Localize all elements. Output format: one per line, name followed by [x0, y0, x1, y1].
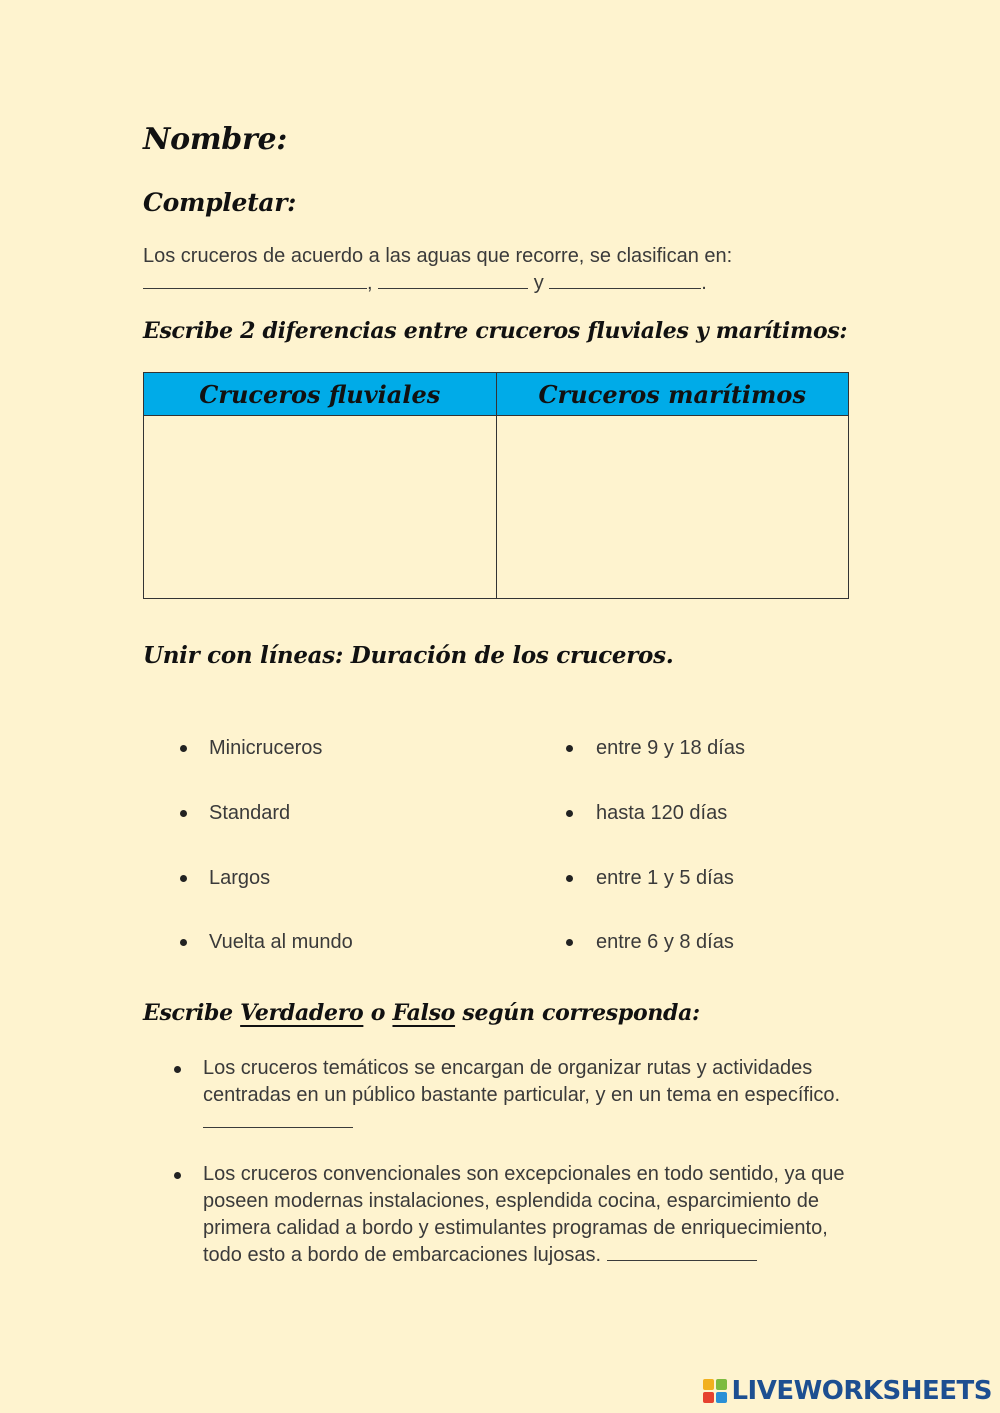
- blank-field-1[interactable]: [143, 270, 367, 289]
- tf-statement-2: [203, 1161, 853, 1269]
- bullet-icon: [180, 810, 187, 817]
- complete-sentence: [143, 243, 863, 297]
- match-left-item[interactable]: Vuelta al mundo: [209, 931, 353, 953]
- liveworksheets-logo-text: LIVEWORKSHEETS: [731, 1376, 992, 1406]
- tf-heading-true: Verdadero: [240, 1000, 364, 1026]
- bullet-icon: [566, 875, 573, 882]
- answer-cell-maritimos[interactable]: [496, 416, 849, 599]
- bullet-icon: [174, 1066, 181, 1073]
- tf-heading-false: Falso: [392, 1000, 456, 1026]
- bullet-icon: [180, 745, 187, 752]
- match-left-item[interactable]: Standard: [209, 802, 291, 824]
- match-right-item[interactable]: entre 1 y 5 días: [596, 867, 734, 889]
- logo-square-icon: [703, 1379, 714, 1390]
- column-header-maritimos: Cruceros marítimos: [496, 373, 849, 416]
- complete-heading: Completar:: [143, 188, 297, 217]
- tf-statement-text: Los cruceros temáticos se encargan de organizar rutas y actividades centradas en un público bastante particular, y en un tema en específico.: [203, 1057, 841, 1106]
- separator-period: .: [701, 272, 707, 294]
- match-right-item[interactable]: hasta 120 días: [596, 802, 728, 824]
- logo-square-icon: [716, 1392, 727, 1403]
- logo-square-icon: [716, 1379, 727, 1390]
- differences-heading: Escribe 2 diferencias entre cruceros fluviales y marítimos:: [143, 318, 848, 344]
- blank-field-2[interactable]: [378, 270, 528, 289]
- tf-statement-1: [203, 1055, 853, 1136]
- differences-table: [143, 372, 849, 599]
- name-label: Nombre:: [143, 122, 288, 157]
- tf-heading-mid: o: [370, 1000, 386, 1026]
- bullet-icon: [566, 810, 573, 817]
- answer-cell-fluviales[interactable]: [144, 416, 497, 599]
- logo-square-icon: [703, 1392, 714, 1403]
- tf-heading-pre: Escribe: [143, 1000, 233, 1026]
- tf-heading-post: según corresponda:: [462, 1000, 700, 1026]
- bullet-icon: [174, 1172, 181, 1179]
- liveworksheets-logo: [703, 1377, 992, 1405]
- tf-answer-field-2[interactable]: [607, 1242, 757, 1261]
- match-right-item[interactable]: entre 6 y 8 días: [596, 931, 734, 953]
- liveworksheets-logo-icon: [703, 1379, 727, 1403]
- true-false-heading: [143, 1000, 700, 1026]
- bullet-icon: [180, 875, 187, 882]
- blank-field-3[interactable]: [549, 270, 701, 289]
- match-heading: Unir con líneas: Duración de los cruceros.: [143, 642, 674, 669]
- bullet-icon: [566, 939, 573, 946]
- match-right-item[interactable]: entre 9 y 18 días: [596, 737, 745, 759]
- column-header-fluviales: Cruceros fluviales: [144, 373, 497, 416]
- bullet-icon: [180, 939, 187, 946]
- match-left-item[interactable]: Minicruceros: [209, 737, 323, 759]
- complete-sentence-text: Los cruceros de acuerdo a las aguas que recorre, se clasifican en:: [143, 245, 733, 267]
- tf-answer-field-1[interactable]: [203, 1109, 353, 1128]
- tf-statement-text: Los cruceros convencionales son excepcionales en todo sentido, ya que poseen modernas instalaciones, esplendida cocina, esparcimiento de primera calidad a bordo y estimulantes programas de enriquecimiento, todo esto a bordo de embarcaciones lujosas.: [203, 1163, 845, 1266]
- separator-y: y: [533, 272, 544, 294]
- match-left-item[interactable]: Largos: [209, 867, 271, 889]
- bullet-icon: [566, 745, 573, 752]
- separator-comma: ,: [367, 272, 373, 294]
